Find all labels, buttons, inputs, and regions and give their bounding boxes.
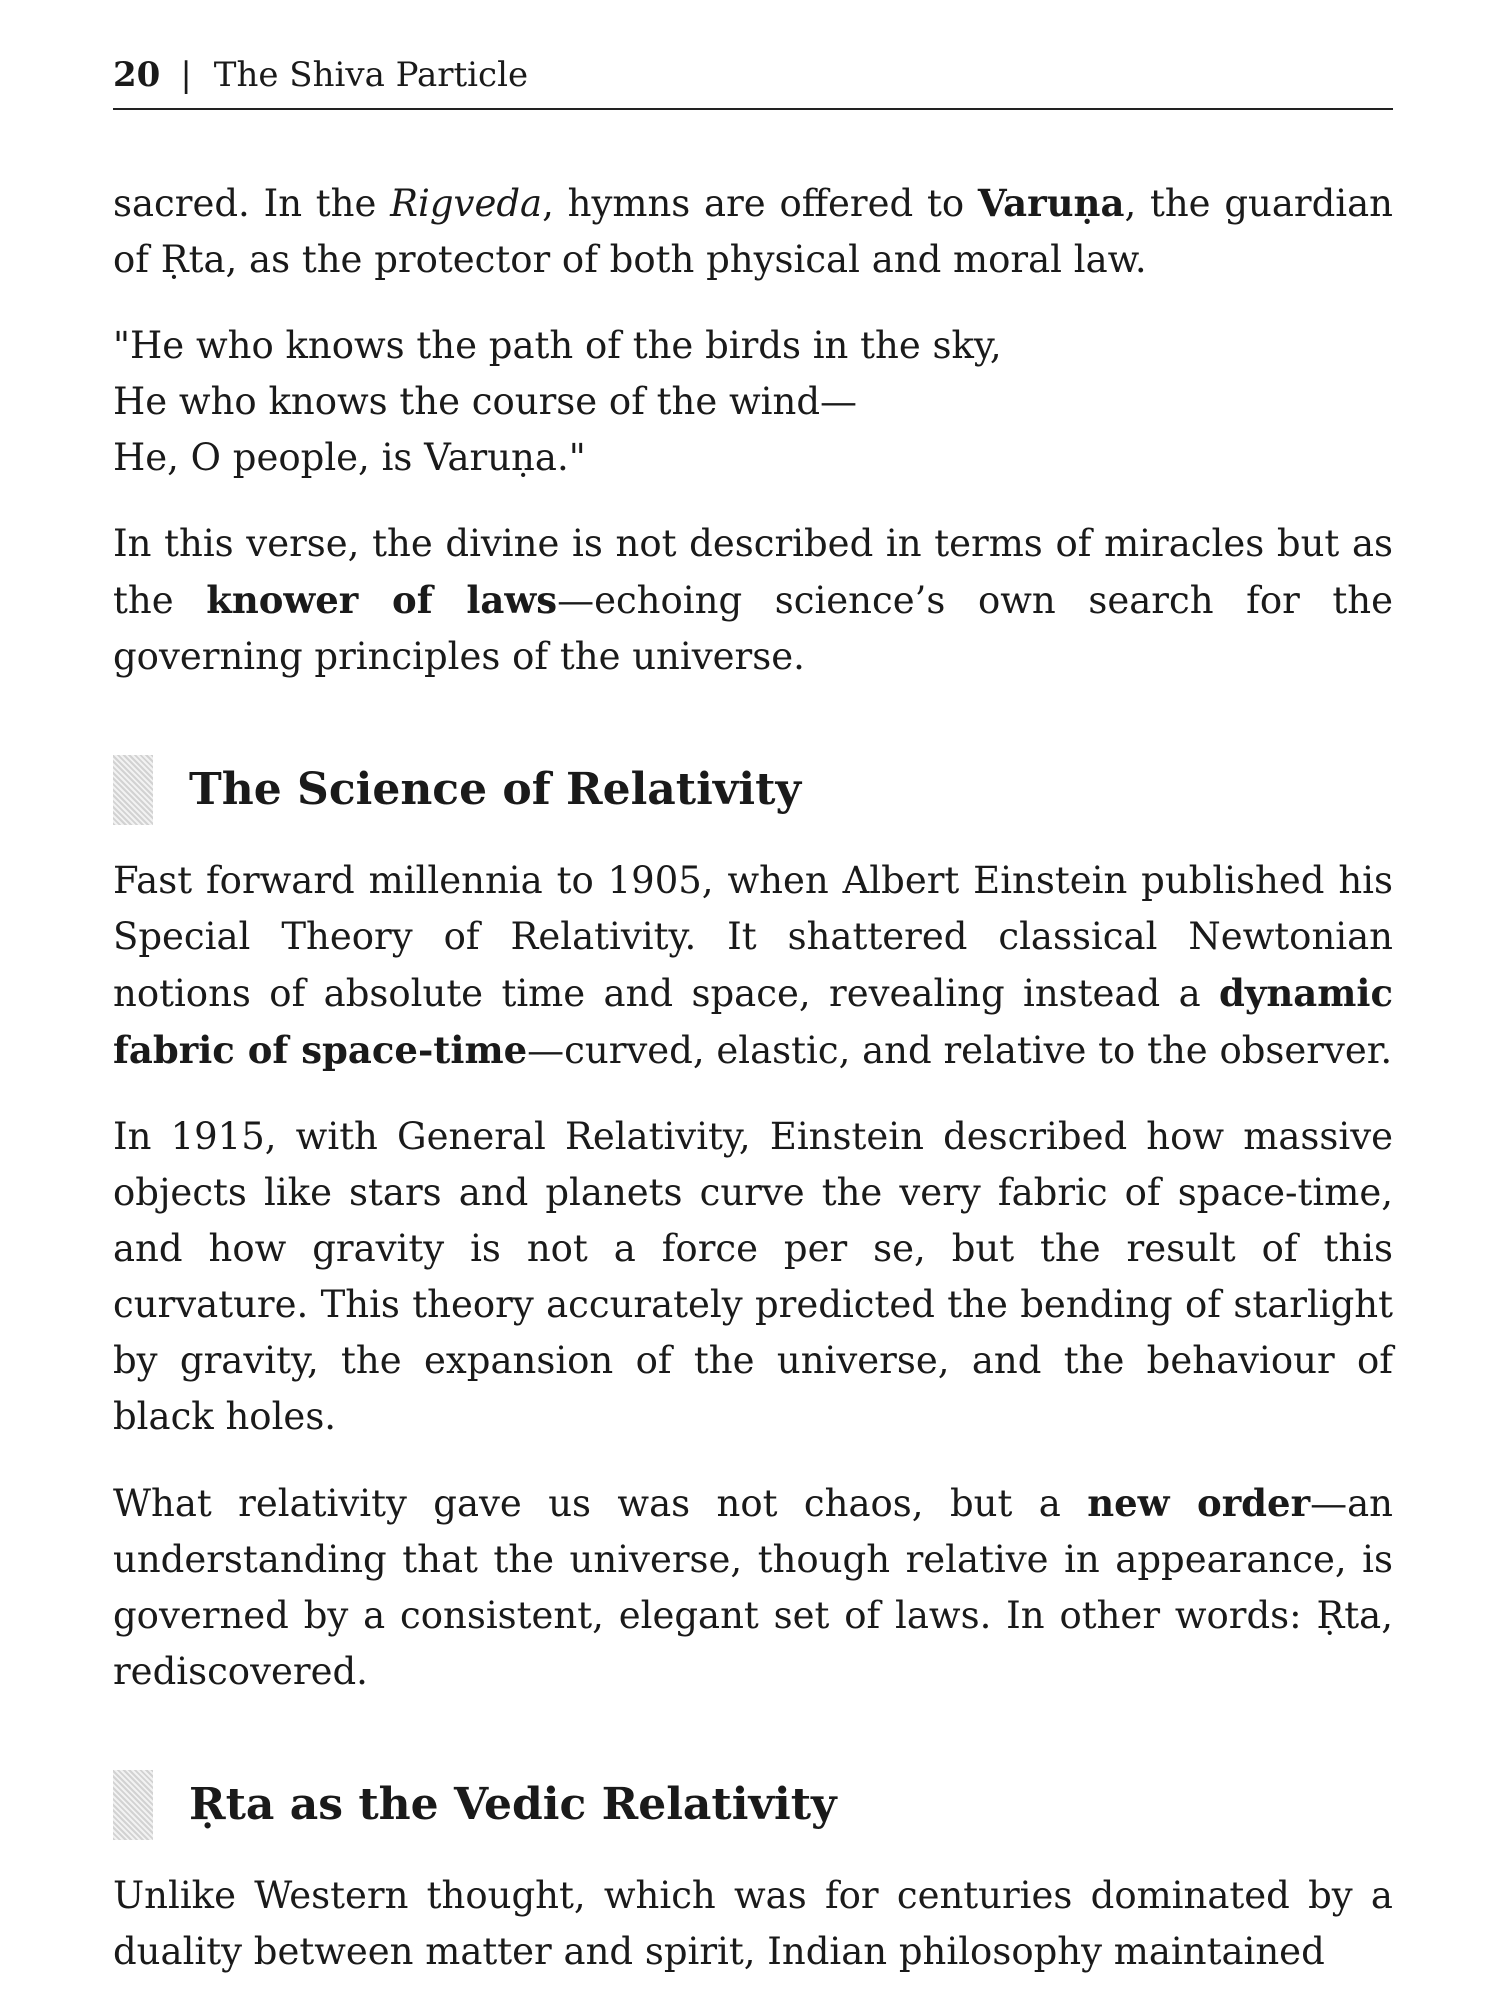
paragraph-varuna — [113, 175, 1393, 288]
paragraph-knower-of-laws — [113, 516, 1393, 685]
text-run: —an understanding that the universe, though relative in appearance, is governed by a consistent, elegant set of laws. In other words: Ṛta, rediscovered. — [113, 1482, 1393, 1693]
verse-line: He, O people, is Varuṇa." — [113, 436, 586, 479]
heading-marker — [113, 1770, 153, 1840]
paragraph-special-relativity — [113, 853, 1393, 1079]
text-run: In this verse, the divine is not described in terms of miracles but as the — [113, 522, 1393, 622]
text-run: , hymns are offered to — [542, 182, 978, 225]
section-heading-vedic-relativity — [113, 1770, 1393, 1840]
dynamic-fabric-bold: dynamic fabric of space-time — [113, 971, 1393, 1072]
text-run: Fast forward millennia to 1905, when Albert Einstein published his Special Theory of Relativity. It shattered classical Newtonian notions of absolute time and space, revealing instead a — [113, 859, 1393, 1015]
text-run: —curved, elastic, and relative to the observer. — [527, 1029, 1393, 1072]
rigveda-italic: Rigveda — [390, 182, 543, 225]
book-title: The Shiva Particle — [213, 55, 529, 95]
verse-line: He who knows the course of the wind— — [113, 380, 858, 423]
text-run: —echoing science’s own search for the governing principles of the universe. — [113, 579, 1393, 678]
section-heading-relativity — [113, 755, 1393, 825]
paragraph-general-relativity: In 1915, with General Relativity, Einstein described how massive objects like stars and planets curve the very fabric of space-time, and how gravity is not a force per se, but the result of this curvature. This theory accurately predicted the bending of starlight by gravity, the expansion of the universe, and the behaviour of black holes. — [113, 1115, 1393, 1438]
page-number: 20 — [113, 55, 161, 95]
section-title: The Science of Relativity — [189, 764, 802, 815]
verse-quote — [113, 318, 1393, 486]
text-run: What relativity gave us was not chaos, but a — [113, 1482, 1088, 1525]
varuna-bold: Varuṇa — [977, 181, 1125, 225]
section-title: Ṛta as the Vedic Relativity — [189, 1779, 837, 1830]
knower-of-laws-bold: knower of laws — [206, 578, 558, 622]
paragraph-western-thought: Unlike Western thought, which was for centuries dominated by a duality between matter and spirit, Indian philosophy maintained — [113, 1874, 1393, 1973]
text-run: sacred. In the — [113, 182, 391, 225]
new-order-bold: new order — [1087, 1481, 1311, 1525]
page-header — [113, 52, 1393, 110]
heading-marker — [113, 755, 153, 825]
verse-line: "He who knows the path of the birds in the sky, — [113, 324, 1002, 367]
header-separator: | — [180, 55, 192, 95]
page-body — [113, 175, 1393, 1980]
text-run: , the guardian of Ṛta, as the protector of both physical and moral law. — [113, 182, 1394, 281]
paragraph-new-order — [113, 1475, 1393, 1700]
